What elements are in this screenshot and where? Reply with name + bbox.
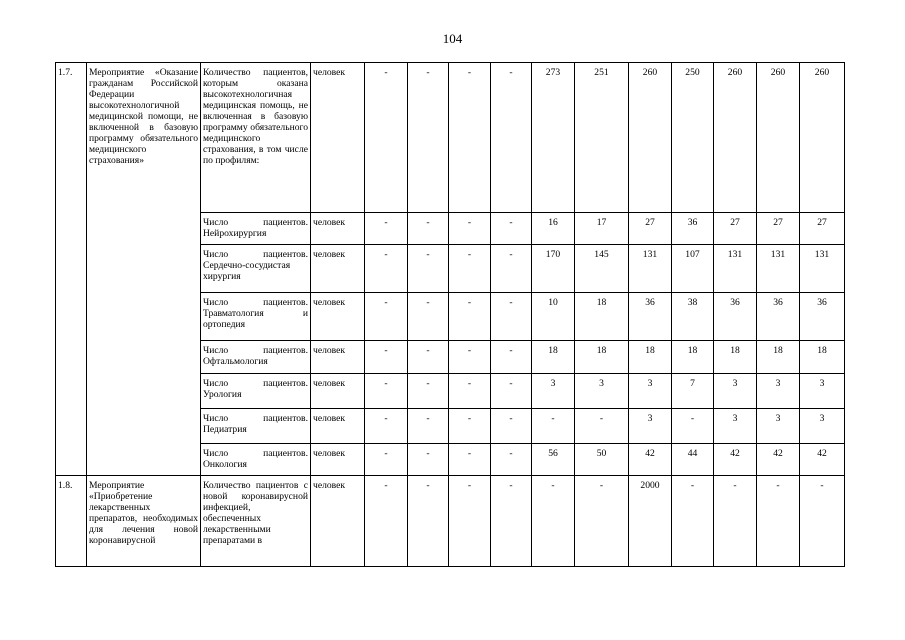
value-cell: - xyxy=(757,476,800,567)
value-cell: 260 xyxy=(629,63,672,213)
event-name: Мероприятие «Приобретение лекарственных препаратов, необходимых для лечения новой коронавирусной xyxy=(87,476,201,567)
indicator-name: Число пациентов. Педиатрия xyxy=(201,409,311,444)
table-row xyxy=(56,63,845,213)
value-cell: 27 xyxy=(757,213,800,245)
value-cell: 3 xyxy=(629,374,672,409)
unit-cell: человек xyxy=(311,341,365,374)
value-cell: - xyxy=(365,374,408,409)
indicator-name: Число пациентов. Урология xyxy=(201,374,311,409)
value-cell: - xyxy=(408,245,449,293)
unit-cell: человек xyxy=(311,476,365,567)
value-cell: - xyxy=(491,374,532,409)
value-cell: 3 xyxy=(532,374,575,409)
value-cell: 131 xyxy=(714,245,757,293)
indicator-name: Число пациентов. Онкология xyxy=(201,444,311,476)
value-cell: 3 xyxy=(714,409,757,444)
value-cell: 170 xyxy=(532,245,575,293)
value-cell: 3 xyxy=(714,374,757,409)
value-cell: - xyxy=(365,341,408,374)
value-cell: - xyxy=(491,63,532,213)
unit-cell: человек xyxy=(311,245,365,293)
indicator-name: Число пациентов. Офтальмология xyxy=(201,341,311,374)
value-cell: - xyxy=(449,245,491,293)
value-cell: 17 xyxy=(575,213,629,245)
value-cell: 3 xyxy=(800,374,845,409)
section-number: 1.7. xyxy=(56,63,87,476)
value-cell: 42 xyxy=(757,444,800,476)
value-cell: 50 xyxy=(575,444,629,476)
value-cell: - xyxy=(672,476,714,567)
value-cell: - xyxy=(800,476,845,567)
value-cell: - xyxy=(408,374,449,409)
value-cell: 18 xyxy=(757,341,800,374)
value-cell: 145 xyxy=(575,245,629,293)
value-cell: 131 xyxy=(757,245,800,293)
value-cell: - xyxy=(491,444,532,476)
indicator-name: Число пациентов. Сердечно-сосудистая хирургия xyxy=(201,245,311,293)
value-cell: - xyxy=(532,409,575,444)
value-cell: 18 xyxy=(575,341,629,374)
value-cell: - xyxy=(532,476,575,567)
value-cell: - xyxy=(408,293,449,341)
value-cell: - xyxy=(714,476,757,567)
value-cell: - xyxy=(449,409,491,444)
value-cell: - xyxy=(449,374,491,409)
value-cell: 3 xyxy=(629,409,672,444)
value-cell: 18 xyxy=(629,341,672,374)
value-cell: 260 xyxy=(757,63,800,213)
value-cell: - xyxy=(491,341,532,374)
value-cell: 27 xyxy=(629,213,672,245)
value-cell: 250 xyxy=(672,63,714,213)
value-cell: - xyxy=(365,409,408,444)
value-cell: - xyxy=(449,341,491,374)
value-cell: - xyxy=(491,213,532,245)
value-cell: - xyxy=(365,293,408,341)
page-number: 104 xyxy=(442,31,463,46)
value-cell: - xyxy=(408,476,449,567)
unit-cell: человек xyxy=(311,374,365,409)
unit-cell: человек xyxy=(311,63,365,213)
value-cell: - xyxy=(408,409,449,444)
value-cell: 260 xyxy=(800,63,845,213)
value-cell: 27 xyxy=(800,213,845,245)
value-cell: - xyxy=(365,63,408,213)
value-cell: 131 xyxy=(629,245,672,293)
value-cell: 18 xyxy=(672,341,714,374)
value-cell: 3 xyxy=(757,374,800,409)
program-indicators-table xyxy=(55,62,845,567)
value-cell: 107 xyxy=(672,245,714,293)
unit-cell: человек xyxy=(311,444,365,476)
value-cell: 42 xyxy=(629,444,672,476)
indicator-name: Количество пациентов с новой коронавирусной инфекцией, обеспеченных лекарственными препаратами в xyxy=(201,476,311,567)
value-cell: - xyxy=(449,293,491,341)
table-row xyxy=(56,476,845,567)
value-cell: 18 xyxy=(532,341,575,374)
value-cell: 7 xyxy=(672,374,714,409)
value-cell: - xyxy=(408,341,449,374)
value-cell: - xyxy=(408,213,449,245)
value-cell: 3 xyxy=(575,374,629,409)
value-cell: - xyxy=(408,444,449,476)
unit-cell: человек xyxy=(311,213,365,245)
indicator-name: Число пациентов. Травматология и ортопедия xyxy=(201,293,311,341)
indicator-name: Число пациентов. Нейрохирургия xyxy=(201,213,311,245)
value-cell: 10 xyxy=(532,293,575,341)
value-cell: 131 xyxy=(800,245,845,293)
value-cell: 251 xyxy=(575,63,629,213)
value-cell: - xyxy=(672,409,714,444)
value-cell: 36 xyxy=(672,213,714,245)
value-cell: - xyxy=(449,213,491,245)
value-cell: 260 xyxy=(714,63,757,213)
value-cell: - xyxy=(449,476,491,567)
value-cell: - xyxy=(491,245,532,293)
value-cell: 18 xyxy=(800,341,845,374)
section-number: 1.8. xyxy=(56,476,87,567)
indicator-name: Количество пациентов, которым оказана высокотехнологичная медицинская помощь, не включенная в базовую программу обязательного медицинского страхования, в том числе по профилям: xyxy=(201,63,311,213)
value-cell: 16 xyxy=(532,213,575,245)
value-cell: - xyxy=(575,476,629,567)
value-cell: 36 xyxy=(800,293,845,341)
value-cell: - xyxy=(365,245,408,293)
value-cell: 42 xyxy=(714,444,757,476)
value-cell: - xyxy=(449,63,491,213)
value-cell: - xyxy=(491,476,532,567)
event-name: Мероприятие «Оказание гражданам Российской Федерации высокотехнологичной медицинской помощи, не включенной в базовую программу обязательного медицинского страхования» xyxy=(87,63,201,476)
value-cell: - xyxy=(365,213,408,245)
value-cell: 27 xyxy=(714,213,757,245)
value-cell: - xyxy=(491,409,532,444)
unit-cell: человек xyxy=(311,293,365,341)
value-cell: 3 xyxy=(800,409,845,444)
value-cell: 3 xyxy=(757,409,800,444)
value-cell: - xyxy=(449,444,491,476)
value-cell: - xyxy=(365,444,408,476)
value-cell: 18 xyxy=(714,341,757,374)
value-cell: - xyxy=(575,409,629,444)
value-cell: 56 xyxy=(532,444,575,476)
value-cell: 2000 xyxy=(629,476,672,567)
unit-cell: человек xyxy=(311,409,365,444)
value-cell: 42 xyxy=(800,444,845,476)
value-cell: 18 xyxy=(575,293,629,341)
value-cell: - xyxy=(365,476,408,567)
value-cell: 36 xyxy=(757,293,800,341)
value-cell: 36 xyxy=(629,293,672,341)
value-cell: 273 xyxy=(532,63,575,213)
value-cell: 36 xyxy=(714,293,757,341)
value-cell: - xyxy=(491,293,532,341)
value-cell: 38 xyxy=(672,293,714,341)
value-cell: 44 xyxy=(672,444,714,476)
value-cell: - xyxy=(408,63,449,213)
